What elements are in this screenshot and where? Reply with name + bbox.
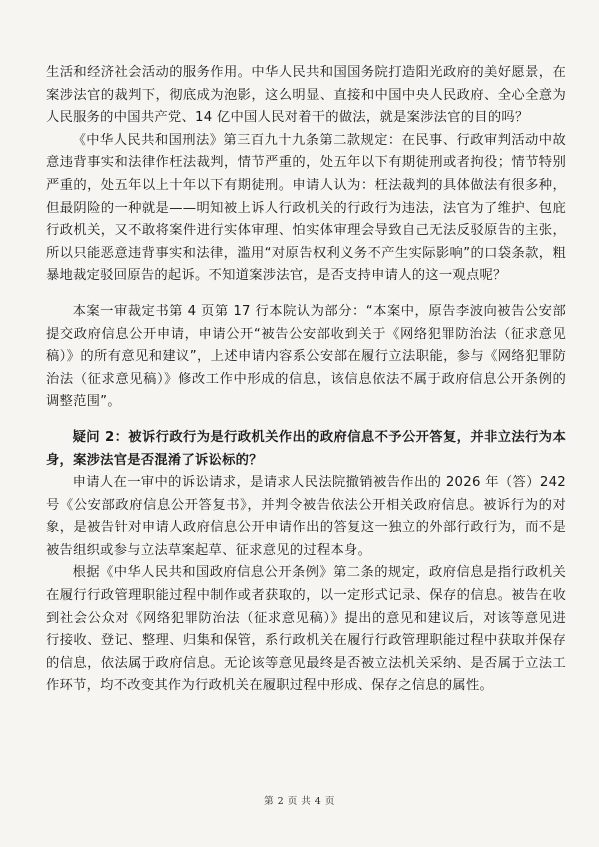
paragraph-continuation: 生活和经济社会活动的服务作用。中华人民共和国国务院打造阳光政府的美好愿景，在案涉法官的裁判下，彻底成为泡影，这么明显、直接和中国中央人民政府、全心全意为人民服务的中国共产党、14 亿中国人民对着干的做法，就是案涉法官的目的吗？ [46, 65, 566, 126]
paragraph-first-instance-ruling: 本案一审裁定书第 4 页第 17 行本院认为部分：“本案中，原告李波向被告公安部提交政府信息公开申请，申请公开“被告公安部收到关于《网络犯罪防治法（征求意见稿）》的所有意见和建议”，上述申请内容系公安部在履行立法职能，参与《网络犯罪防治法（征求意见稿）》修改工作中形成的信息，该信息依法不属于政府信息公开条例的调整范围”。 [46, 303, 566, 410]
paragraph-criminal-law-citation: 《中华人民共和国刑法》第三百九十九条第二款规定：在民事、行政审判活动中故意违背事实和法律作枉法裁判，情节严重的，处五年以下有期徒刑或者拘役；情节特别严重的，处五年以上十年以下有期徒刑。申请人认为：枉法裁判的具体做法有很多种，但最阴险的一种就是——明知被上诉人行政机关的行政行为违法，法官为了维护、包庇行政机关，又不敢将案件进行实体审理、怕实体审理会导致自己无法反驳原告的主张，所以只能恶意违背事实和法律，滥用“对原告权利义务不产生实际影响”的口袋条款，粗暴地裁定驳回原告的起诉。不知道案涉法官，是否支持申请人的这一观点呢？ [46, 132, 566, 284]
paragraph-litigation-request: 申请人在一审中的诉讼请求，是请求人民法院撤销被告作出的 2026 年（答）242 号《公安部政府信息公开答复书》，并判令被告依法公开相关政府信息。被诉行为的对象，是被告针对申请人政府信息公开申请作出的答复这一独立的外部行政行为，而不是被告组织或参与立法草案起草、征求意见的过程本身。 [46, 475, 571, 558]
page-number-footer: 第 2 页 共 4 页 [264, 796, 335, 807]
question-2-heading: 疑问 2：被诉行政行为是行政机关作出的政府信息不予公开答复，并非立法行为本身，案涉法官是否混淆了诉讼标的？ [46, 429, 566, 468]
paragraph-regulation-article-2: 根据《中华人民共和国政府信息公开条例》第二条的规定，政府信息是指行政机关在履行行政管理职能过程中制作或者获取的，以一定形式记录、保存的信息。被告在收到社会公众对《网络犯罪防治法（征求意见稿）》提出的意见和建议后，对该等意见进行接收、登记、整理、归集和保管，系行政机关在履行行政管理职能过程中获取并保存的信息，依法属于政府信息。无论该等意见最终是否被立法机关采纳、是否属于立法工作环节，均不改变其作为行政机关在履职过程中形成、保存之信息的属性。 [46, 565, 566, 694]
document-body [46, 62, 571, 698]
